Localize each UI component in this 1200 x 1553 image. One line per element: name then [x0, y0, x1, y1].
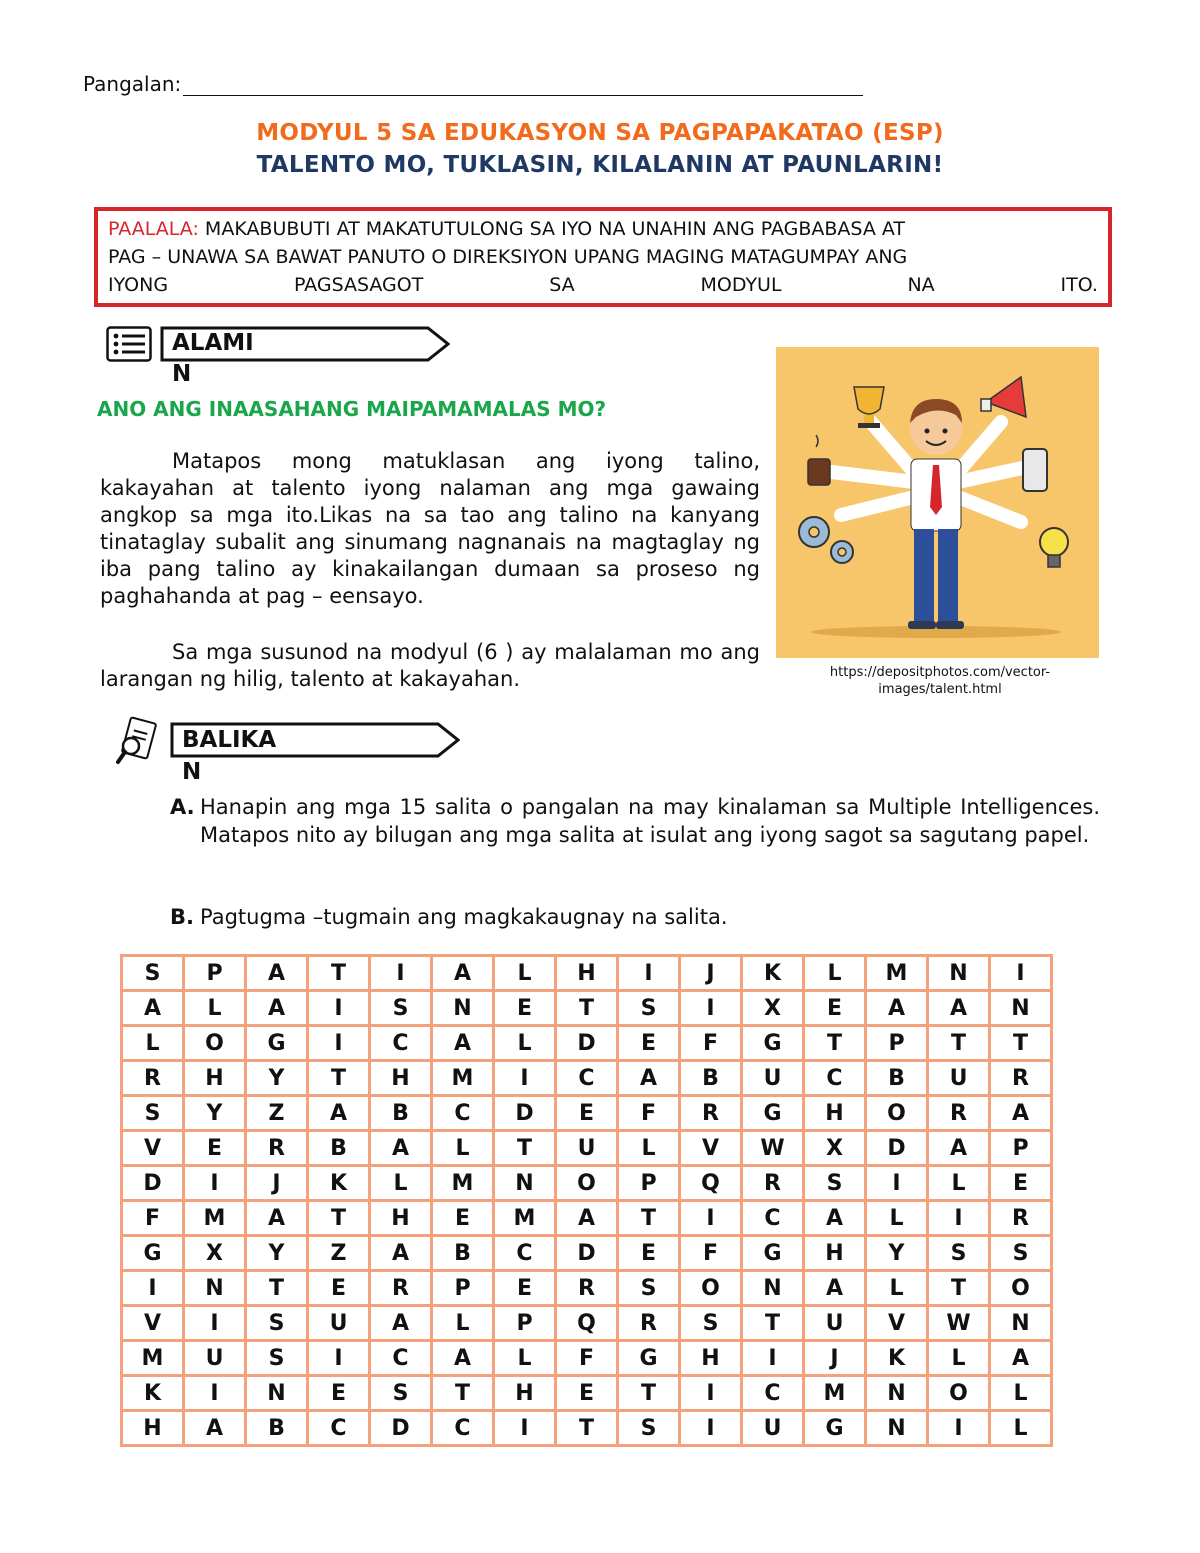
grid-cell[interactable]: T	[618, 1376, 680, 1411]
grid-cell[interactable]: C	[308, 1411, 370, 1446]
grid-cell[interactable]: U	[742, 1411, 804, 1446]
grid-cell[interactable]: A	[866, 991, 928, 1026]
grid-row	[122, 1306, 1052, 1341]
grid-cell[interactable]: C	[432, 1411, 494, 1446]
grid-cell[interactable]: K	[866, 1341, 928, 1376]
grid-cell[interactable]: I	[680, 1376, 742, 1411]
grid-cell[interactable]: A	[432, 956, 494, 991]
grid-cell[interactable]: R	[618, 1306, 680, 1341]
grid-cell[interactable]: I	[928, 1411, 990, 1446]
grid-cell[interactable]: G	[804, 1411, 866, 1446]
grid-cell[interactable]: R	[742, 1166, 804, 1201]
grid-cell[interactable]: U	[556, 1131, 618, 1166]
name-label: Pangalan:	[83, 72, 182, 96]
grid-cell[interactable]: B	[246, 1411, 308, 1446]
section-banner-balikan	[116, 716, 461, 766]
grid-cell[interactable]: E	[432, 1201, 494, 1236]
grid-cell[interactable]: F	[556, 1341, 618, 1376]
grid-cell[interactable]: O	[866, 1096, 928, 1131]
grid-cell[interactable]: V	[122, 1131, 184, 1166]
grid-cell[interactable]: P	[184, 956, 246, 991]
grid-cell[interactable]: I	[618, 956, 680, 991]
reminder-line-1	[108, 215, 1098, 243]
grid-cell[interactable]: A	[804, 1201, 866, 1236]
reminder-word: MODYUL	[700, 274, 782, 296]
grid-cell[interactable]: B	[370, 1096, 432, 1131]
grid-cell[interactable]: A	[432, 1341, 494, 1376]
grid-row	[122, 1096, 1052, 1131]
grid-row	[122, 956, 1052, 991]
grid-cell[interactable]: C	[556, 1061, 618, 1096]
grid-row	[122, 1166, 1052, 1201]
grid-cell[interactable]: P	[618, 1166, 680, 1201]
grid-cell[interactable]: R	[370, 1271, 432, 1306]
instruction-item-b	[170, 903, 1100, 931]
grid-cell[interactable]: E	[618, 1236, 680, 1271]
banner-label-alamin: ALAMI	[172, 330, 254, 356]
grid-cell[interactable]: F	[680, 1026, 742, 1061]
grid-cell[interactable]: H	[122, 1411, 184, 1446]
grid-cell[interactable]: A	[432, 1026, 494, 1061]
grid-row	[122, 1271, 1052, 1306]
grid-cell[interactable]: I	[680, 1411, 742, 1446]
grid-cell[interactable]: R	[122, 1061, 184, 1096]
grid-cell[interactable]: F	[680, 1236, 742, 1271]
grid-cell[interactable]: T	[308, 1061, 370, 1096]
reminder-word: ITO.	[1060, 274, 1098, 296]
reminder-word: NA	[907, 274, 935, 296]
talent-illustration	[776, 347, 1099, 658]
grid-cell[interactable]: A	[990, 1341, 1052, 1376]
grid-cell[interactable]: A	[928, 991, 990, 1026]
grid-cell[interactable]: B	[308, 1131, 370, 1166]
grid-cell[interactable]: M	[804, 1376, 866, 1411]
grid-cell[interactable]: M	[866, 956, 928, 991]
banner-label-balikan: BALIKA	[182, 727, 277, 753]
grid-cell[interactable]: E	[556, 1096, 618, 1131]
reminder-text-1: MAKABUBUTI AT MAKATUTULONG SA IYO NA UNAHIN ANG PAGBABASA AT	[204, 218, 906, 240]
grid-cell[interactable]: E	[556, 1376, 618, 1411]
grid-cell[interactable]: M	[432, 1166, 494, 1201]
grid-cell[interactable]: N	[990, 991, 1052, 1026]
grid-cell[interactable]: L	[184, 991, 246, 1026]
instruction-letter: A.	[170, 795, 195, 819]
grid-cell[interactable]: G	[742, 1236, 804, 1271]
grid-cell[interactable]: E	[308, 1376, 370, 1411]
instruction-text: Hanapin ang mga 15 salita o pangalan na may kinalaman sa Multiple Intelligences. Matapos nito ay bilugan ang mga salita at isulat ang iyong sagot sa sagutang papel.	[200, 795, 1100, 847]
grid-cell[interactable]: N	[928, 956, 990, 991]
grid-cell[interactable]: S	[680, 1306, 742, 1341]
grid-cell[interactable]: L	[990, 1376, 1052, 1411]
grid-cell[interactable]: Y	[246, 1061, 308, 1096]
grid-cell[interactable]: B	[432, 1236, 494, 1271]
grid-cell[interactable]: L	[432, 1306, 494, 1341]
grid-cell[interactable]: A	[370, 1236, 432, 1271]
banner-label-overflow: N	[182, 759, 202, 785]
grid-cell[interactable]: I	[494, 1061, 556, 1096]
grid-cell[interactable]: Z	[308, 1236, 370, 1271]
grid-cell[interactable]: A	[246, 991, 308, 1026]
grid-cell[interactable]: E	[494, 991, 556, 1026]
name-field	[83, 64, 863, 96]
grid-row	[122, 1411, 1052, 1446]
grid-cell[interactable]: Y	[184, 1096, 246, 1131]
grid-cell[interactable]: C	[804, 1061, 866, 1096]
grid-cell[interactable]: C	[742, 1376, 804, 1411]
grid-cell[interactable]: D	[370, 1411, 432, 1446]
grid-cell[interactable]: M	[494, 1201, 556, 1236]
grid-cell[interactable]: A	[804, 1271, 866, 1306]
grid-row	[122, 1236, 1052, 1271]
grid-cell[interactable]: C	[494, 1236, 556, 1271]
grid-cell[interactable]: L	[866, 1201, 928, 1236]
grid-cell[interactable]: J	[680, 956, 742, 991]
grid-cell[interactable]: A	[990, 1096, 1052, 1131]
grid-cell[interactable]: P	[432, 1271, 494, 1306]
grid-cell[interactable]: F	[618, 1096, 680, 1131]
grid-cell[interactable]: S	[246, 1341, 308, 1376]
grid-cell[interactable]: I	[122, 1271, 184, 1306]
instruction-text: Pagtugma –tugmain ang magkakaugnay na salita.	[200, 905, 728, 929]
instruction-letter: B.	[170, 905, 194, 929]
name-underline	[183, 73, 863, 96]
review-magnifier-icon	[116, 716, 160, 768]
grid-cell[interactable]: N	[184, 1271, 246, 1306]
grid-cell[interactable]: Z	[246, 1096, 308, 1131]
grid-cell[interactable]: L	[804, 956, 866, 991]
grid-cell[interactable]: I	[990, 956, 1052, 991]
paragraph-text: Sa mga susunod na modyul (6 ) ay malalaman mo ang larangan ng hilig, talento at kakayahan.	[100, 640, 760, 691]
grid-cell[interactable]: I	[308, 991, 370, 1026]
grid-cell[interactable]: E	[804, 991, 866, 1026]
grid-cell[interactable]: B	[866, 1061, 928, 1096]
grid-cell[interactable]: E	[184, 1131, 246, 1166]
grid-cell[interactable]: N	[432, 991, 494, 1026]
grid-cell[interactable]: Y	[866, 1236, 928, 1271]
grid-cell[interactable]: M	[432, 1061, 494, 1096]
paragraph	[100, 639, 760, 693]
grid-cell[interactable]: T	[246, 1271, 308, 1306]
grid-cell[interactable]: M	[122, 1341, 184, 1376]
grid-cell[interactable]: L	[618, 1131, 680, 1166]
grid-cell[interactable]: U	[742, 1061, 804, 1096]
grid-cell[interactable]: H	[494, 1376, 556, 1411]
grid-cell[interactable]: X	[184, 1236, 246, 1271]
grid-cell[interactable]: G	[618, 1341, 680, 1376]
paragraph-text: Matapos mong matuklasan ang iyong talino, kakayahan at talento iyong nalaman ang mga gawaing angkop sa mga ito.Likas na sa tao ang talino na kanyang tinataglay subalit ang sinumang nagnanais na magtaglay ng iba pang talino ay kinakailangan dumaan sa proseso ng paghahanda at pag – eensayo.	[100, 449, 760, 608]
image-source-caption: https://depositphotos.com/vector-images/talent.html	[829, 665, 1051, 697]
grid-cell[interactable]: R	[990, 1201, 1052, 1236]
grid-cell[interactable]: H	[804, 1236, 866, 1271]
grid-cell[interactable]: Q	[680, 1166, 742, 1201]
grid-cell[interactable]: I	[184, 1306, 246, 1341]
grid-cell[interactable]: W	[928, 1306, 990, 1341]
grid-cell[interactable]: L	[990, 1411, 1052, 1446]
grid-cell[interactable]: I	[680, 991, 742, 1026]
grid-cell[interactable]: H	[370, 1201, 432, 1236]
grid-cell[interactable]: T	[618, 1201, 680, 1236]
grid-cell[interactable]: T	[308, 1201, 370, 1236]
grid-cell[interactable]: H	[680, 1341, 742, 1376]
grid-cell[interactable]: C	[742, 1201, 804, 1236]
word-search-grid	[120, 954, 1053, 1447]
grid-cell[interactable]: L	[370, 1166, 432, 1201]
reminder-word: SA	[549, 274, 575, 296]
grid-cell[interactable]: I	[680, 1201, 742, 1236]
grid-cell[interactable]: D	[556, 1026, 618, 1061]
grid-cell[interactable]: I	[370, 956, 432, 991]
reminder-word: IYONG	[108, 274, 169, 296]
grid-cell[interactable]: V	[122, 1306, 184, 1341]
grid-cell[interactable]: Y	[246, 1236, 308, 1271]
grid-cell[interactable]: I	[308, 1026, 370, 1061]
banner-label-overflow: N	[172, 361, 192, 387]
grid-cell[interactable]: I	[866, 1166, 928, 1201]
grid-cell[interactable]: S	[246, 1306, 308, 1341]
module-subtitle: TALENTO MO, TUKLASIN, KILALANIN AT PAUNLARIN!	[256, 152, 944, 178]
grid-cell[interactable]: T	[742, 1306, 804, 1341]
grid-cell[interactable]: T	[494, 1131, 556, 1166]
grid-cell[interactable]: O	[184, 1026, 246, 1061]
grid-cell[interactable]: N	[866, 1376, 928, 1411]
reminder-word: PAGSASAGOT	[293, 274, 424, 296]
grid-cell[interactable]: K	[308, 1166, 370, 1201]
grid-cell[interactable]: S	[122, 1096, 184, 1131]
grid-cell[interactable]: B	[680, 1061, 742, 1096]
grid-cell[interactable]: A	[618, 1061, 680, 1096]
grid-cell[interactable]: X	[804, 1131, 866, 1166]
grid-cell[interactable]: C	[370, 1341, 432, 1376]
grid-cell[interactable]: N	[742, 1271, 804, 1306]
grid-cell[interactable]: R	[680, 1096, 742, 1131]
grid-cell[interactable]: M	[184, 1201, 246, 1236]
grid-cell[interactable]: N	[990, 1306, 1052, 1341]
grid-cell[interactable]: P	[866, 1026, 928, 1061]
grid-cell[interactable]: S	[990, 1236, 1052, 1271]
grid-cell[interactable]: A	[184, 1411, 246, 1446]
grid-cell[interactable]: V	[680, 1131, 742, 1166]
grid-cell[interactable]: O	[990, 1271, 1052, 1306]
grid-cell[interactable]: J	[804, 1341, 866, 1376]
grid-cell[interactable]: G	[122, 1236, 184, 1271]
grid-cell[interactable]: R	[990, 1061, 1052, 1096]
grid-cell[interactable]: A	[246, 956, 308, 991]
section-banner-alamin	[106, 326, 451, 366]
instruction-item-a	[170, 793, 1100, 849]
grid-cell[interactable]: H	[370, 1061, 432, 1096]
grid-cell[interactable]: H	[184, 1061, 246, 1096]
grid-cell[interactable]: U	[928, 1061, 990, 1096]
grid-row	[122, 1131, 1052, 1166]
grid-cell[interactable]: R	[246, 1131, 308, 1166]
grid-cell[interactable]: N	[866, 1411, 928, 1446]
multitasking-person-illustration	[776, 347, 1099, 658]
grid-cell[interactable]: W	[742, 1131, 804, 1166]
grid-cell[interactable]: D	[494, 1096, 556, 1131]
paragraph	[100, 448, 760, 610]
grid-cell[interactable]: L	[928, 1341, 990, 1376]
grid-cell[interactable]: S	[618, 1411, 680, 1446]
reminder-box	[94, 207, 1112, 307]
grid-cell[interactable]: L	[432, 1131, 494, 1166]
grid-cell[interactable]: O	[680, 1271, 742, 1306]
grid-cell[interactable]: H	[804, 1096, 866, 1131]
grid-cell[interactable]: L	[494, 1026, 556, 1061]
grid-cell[interactable]: D	[122, 1166, 184, 1201]
grid-cell[interactable]: T	[990, 1026, 1052, 1061]
grid-cell[interactable]: T	[928, 1271, 990, 1306]
grid-row	[122, 991, 1052, 1026]
grid-cell[interactable]: P	[990, 1131, 1052, 1166]
section-heading: ANO ANG INAASAHANG MAIPAMAMALAS MO?	[97, 397, 607, 421]
reminder-line-3	[108, 271, 1098, 299]
grid-cell[interactable]: E	[308, 1271, 370, 1306]
grid-cell[interactable]: T	[556, 991, 618, 1026]
grid-cell[interactable]: T	[928, 1026, 990, 1061]
grid-cell[interactable]: A	[370, 1306, 432, 1341]
grid-cell[interactable]: S	[370, 991, 432, 1026]
grid-cell[interactable]: G	[246, 1026, 308, 1061]
grid-cell[interactable]: S	[618, 991, 680, 1026]
grid-cell[interactable]: A	[308, 1096, 370, 1131]
grid-cell[interactable]: E	[618, 1026, 680, 1061]
reminder-line-2: PAG – UNAWA SA BAWAT PANUTO O DIREKSIYON UPANG MAGING MATAGUMPAY ANG	[108, 246, 908, 268]
grid-cell[interactable]: C	[432, 1096, 494, 1131]
grid-cell[interactable]: L	[122, 1026, 184, 1061]
grid-cell[interactable]: I	[742, 1341, 804, 1376]
grid-cell[interactable]: V	[866, 1306, 928, 1341]
grid-cell[interactable]: K	[742, 956, 804, 991]
grid-cell[interactable]: R	[928, 1096, 990, 1131]
grid-cell[interactable]: L	[494, 1341, 556, 1376]
grid-cell[interactable]: I	[928, 1201, 990, 1236]
grid-cell[interactable]: A	[928, 1131, 990, 1166]
grid-cell[interactable]: U	[804, 1306, 866, 1341]
grid-cell[interactable]: A	[246, 1201, 308, 1236]
grid-cell[interactable]: C	[370, 1026, 432, 1061]
grid-cell[interactable]: S	[928, 1236, 990, 1271]
grid-cell[interactable]: S	[122, 956, 184, 991]
grid-cell[interactable]: O	[928, 1376, 990, 1411]
grid-cell[interactable]: T	[556, 1411, 618, 1446]
grid-cell[interactable]: D	[556, 1236, 618, 1271]
grid-cell[interactable]: N	[246, 1376, 308, 1411]
grid-cell[interactable]: E	[494, 1271, 556, 1306]
module-title: MODYUL 5 SA EDUKASYON SA PAGPAPAKATAO (ESP)	[256, 120, 944, 146]
grid-cell[interactable]: I	[184, 1376, 246, 1411]
grid-cell[interactable]: P	[494, 1306, 556, 1341]
grid-cell[interactable]: A	[556, 1201, 618, 1236]
grid-cell[interactable]: L	[928, 1166, 990, 1201]
grid-cell[interactable]: O	[556, 1166, 618, 1201]
grid-cell[interactable]: N	[494, 1166, 556, 1201]
grid-row	[122, 1061, 1052, 1096]
grid-cell[interactable]: U	[308, 1306, 370, 1341]
grid-cell[interactable]: L	[866, 1271, 928, 1306]
reminder-label: PAALALA:	[108, 218, 199, 240]
grid-cell[interactable]: A	[370, 1131, 432, 1166]
grid-cell[interactable]: T	[308, 956, 370, 991]
grid-cell[interactable]: I	[184, 1166, 246, 1201]
grid-cell[interactable]: K	[122, 1376, 184, 1411]
grid-cell[interactable]: T	[804, 1026, 866, 1061]
grid-cell[interactable]: J	[246, 1166, 308, 1201]
grid-cell[interactable]: G	[742, 1026, 804, 1061]
grid-cell[interactable]: D	[866, 1131, 928, 1166]
grid-cell[interactable]: S	[618, 1271, 680, 1306]
grid-row	[122, 1201, 1052, 1236]
grid-row	[122, 1341, 1052, 1376]
grid-cell[interactable]: F	[122, 1201, 184, 1236]
grid-cell[interactable]: A	[122, 991, 184, 1026]
grid-row	[122, 1026, 1052, 1061]
grid-row	[122, 1376, 1052, 1411]
grid-cell[interactable]: Q	[556, 1306, 618, 1341]
grid-cell[interactable]: T	[432, 1376, 494, 1411]
grid-cell[interactable]: I	[308, 1341, 370, 1376]
grid-cell[interactable]: X	[742, 991, 804, 1026]
grid-cell[interactable]: G	[742, 1096, 804, 1131]
grid-cell[interactable]: E	[990, 1166, 1052, 1201]
grid-cell[interactable]: U	[184, 1341, 246, 1376]
grid-cell[interactable]: S	[804, 1166, 866, 1201]
grid-cell[interactable]: R	[556, 1271, 618, 1306]
grid-cell[interactable]: H	[556, 956, 618, 991]
list-icon	[106, 326, 154, 362]
grid-cell[interactable]: I	[494, 1411, 556, 1446]
grid-cell[interactable]: L	[494, 956, 556, 991]
grid-cell[interactable]: S	[370, 1376, 432, 1411]
